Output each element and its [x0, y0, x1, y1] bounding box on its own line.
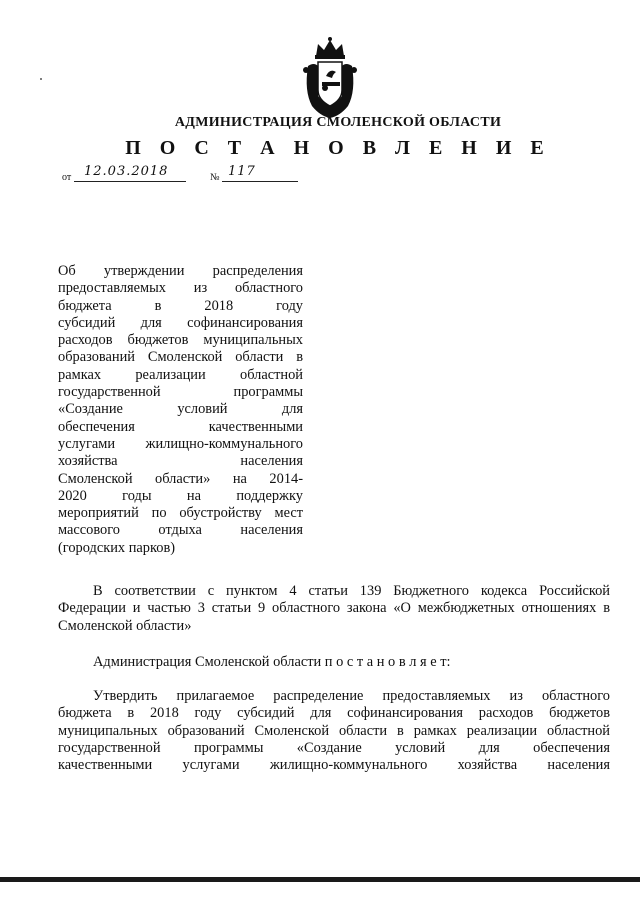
number-value: 117	[228, 164, 256, 179]
title-line: расходов бюджетов муниципальных	[58, 332, 303, 349]
paragraph-line: Смоленской области»	[58, 617, 192, 634]
title-line: Смоленской области» на 2014-	[58, 470, 303, 487]
title-line: бюджета в 2018 году	[58, 297, 303, 314]
title-line: (городских парков)	[58, 539, 176, 556]
number-label: №	[210, 172, 220, 183]
number-underline	[222, 181, 298, 182]
paragraph-line: В соответствии с пунктом 4 статьи 139 Бюджетного кодекса Российской	[93, 583, 610, 599]
title-line: Об утверждении распределения	[58, 263, 303, 279]
title-line: 2020 годы на поддержку	[58, 487, 303, 504]
document-type-heading: П О С Т А Н О В Л Е Н И Е	[125, 137, 551, 159]
paragraph-line: государственной программы «Создание условий для обеспечения	[58, 739, 610, 756]
paragraph-line: Администрация Смоленской области п о с т а н о в л я е т:	[93, 654, 451, 670]
scan-bottom-edge	[0, 877, 640, 882]
title-line: субсидий для софинансирования	[58, 314, 303, 331]
date-number-line	[62, 166, 322, 186]
scan-speck	[40, 78, 42, 80]
date-underline	[74, 181, 186, 182]
date-label: от	[62, 172, 72, 183]
paragraph-line: муниципальных образований Смоленской области в рамках реализации областной	[58, 722, 610, 739]
paragraph-line: Утвердить прилагаемое распределение предоставляемых из областного	[93, 688, 610, 704]
paragraph-line: Федерации и частью 3 статьи 9 областного закона «О межбюджетных отношениях в	[58, 600, 610, 617]
paragraph-line: качественными услугами жилищно-коммунального хозяйства населения	[58, 757, 610, 774]
legal-basis-paragraph	[58, 583, 610, 635]
title-line: мероприятий по обустройству мест	[58, 505, 303, 522]
title-line: образований Смоленской области в	[58, 349, 303, 366]
paragraph-line: бюджета в 2018 году субсидий для софинансирования расходов бюджетов	[58, 705, 610, 722]
title-line: массового отдыха населения	[58, 522, 303, 539]
date-value: 12.03.2018	[84, 164, 169, 179]
organization-name: АДМИНИСТРАЦИЯ СМОЛЕНСКОЙ ОБЛАСТИ	[174, 115, 502, 130]
title-line: предоставляемых из областного	[58, 280, 303, 297]
title-line: рамках реализации областной	[58, 366, 303, 383]
title-line: хозяйства населения	[58, 453, 303, 470]
resolution-paragraph	[58, 654, 610, 671]
title-line: услугами жилищно-коммунального	[58, 435, 303, 452]
title-line: обеспечения качественными	[58, 418, 303, 435]
coat-of-arms-emblem	[298, 36, 362, 120]
title-line: «Создание условий для	[58, 401, 303, 418]
approval-paragraph	[58, 688, 610, 774]
document-title	[58, 263, 303, 557]
title-line: государственной программы	[58, 384, 303, 401]
